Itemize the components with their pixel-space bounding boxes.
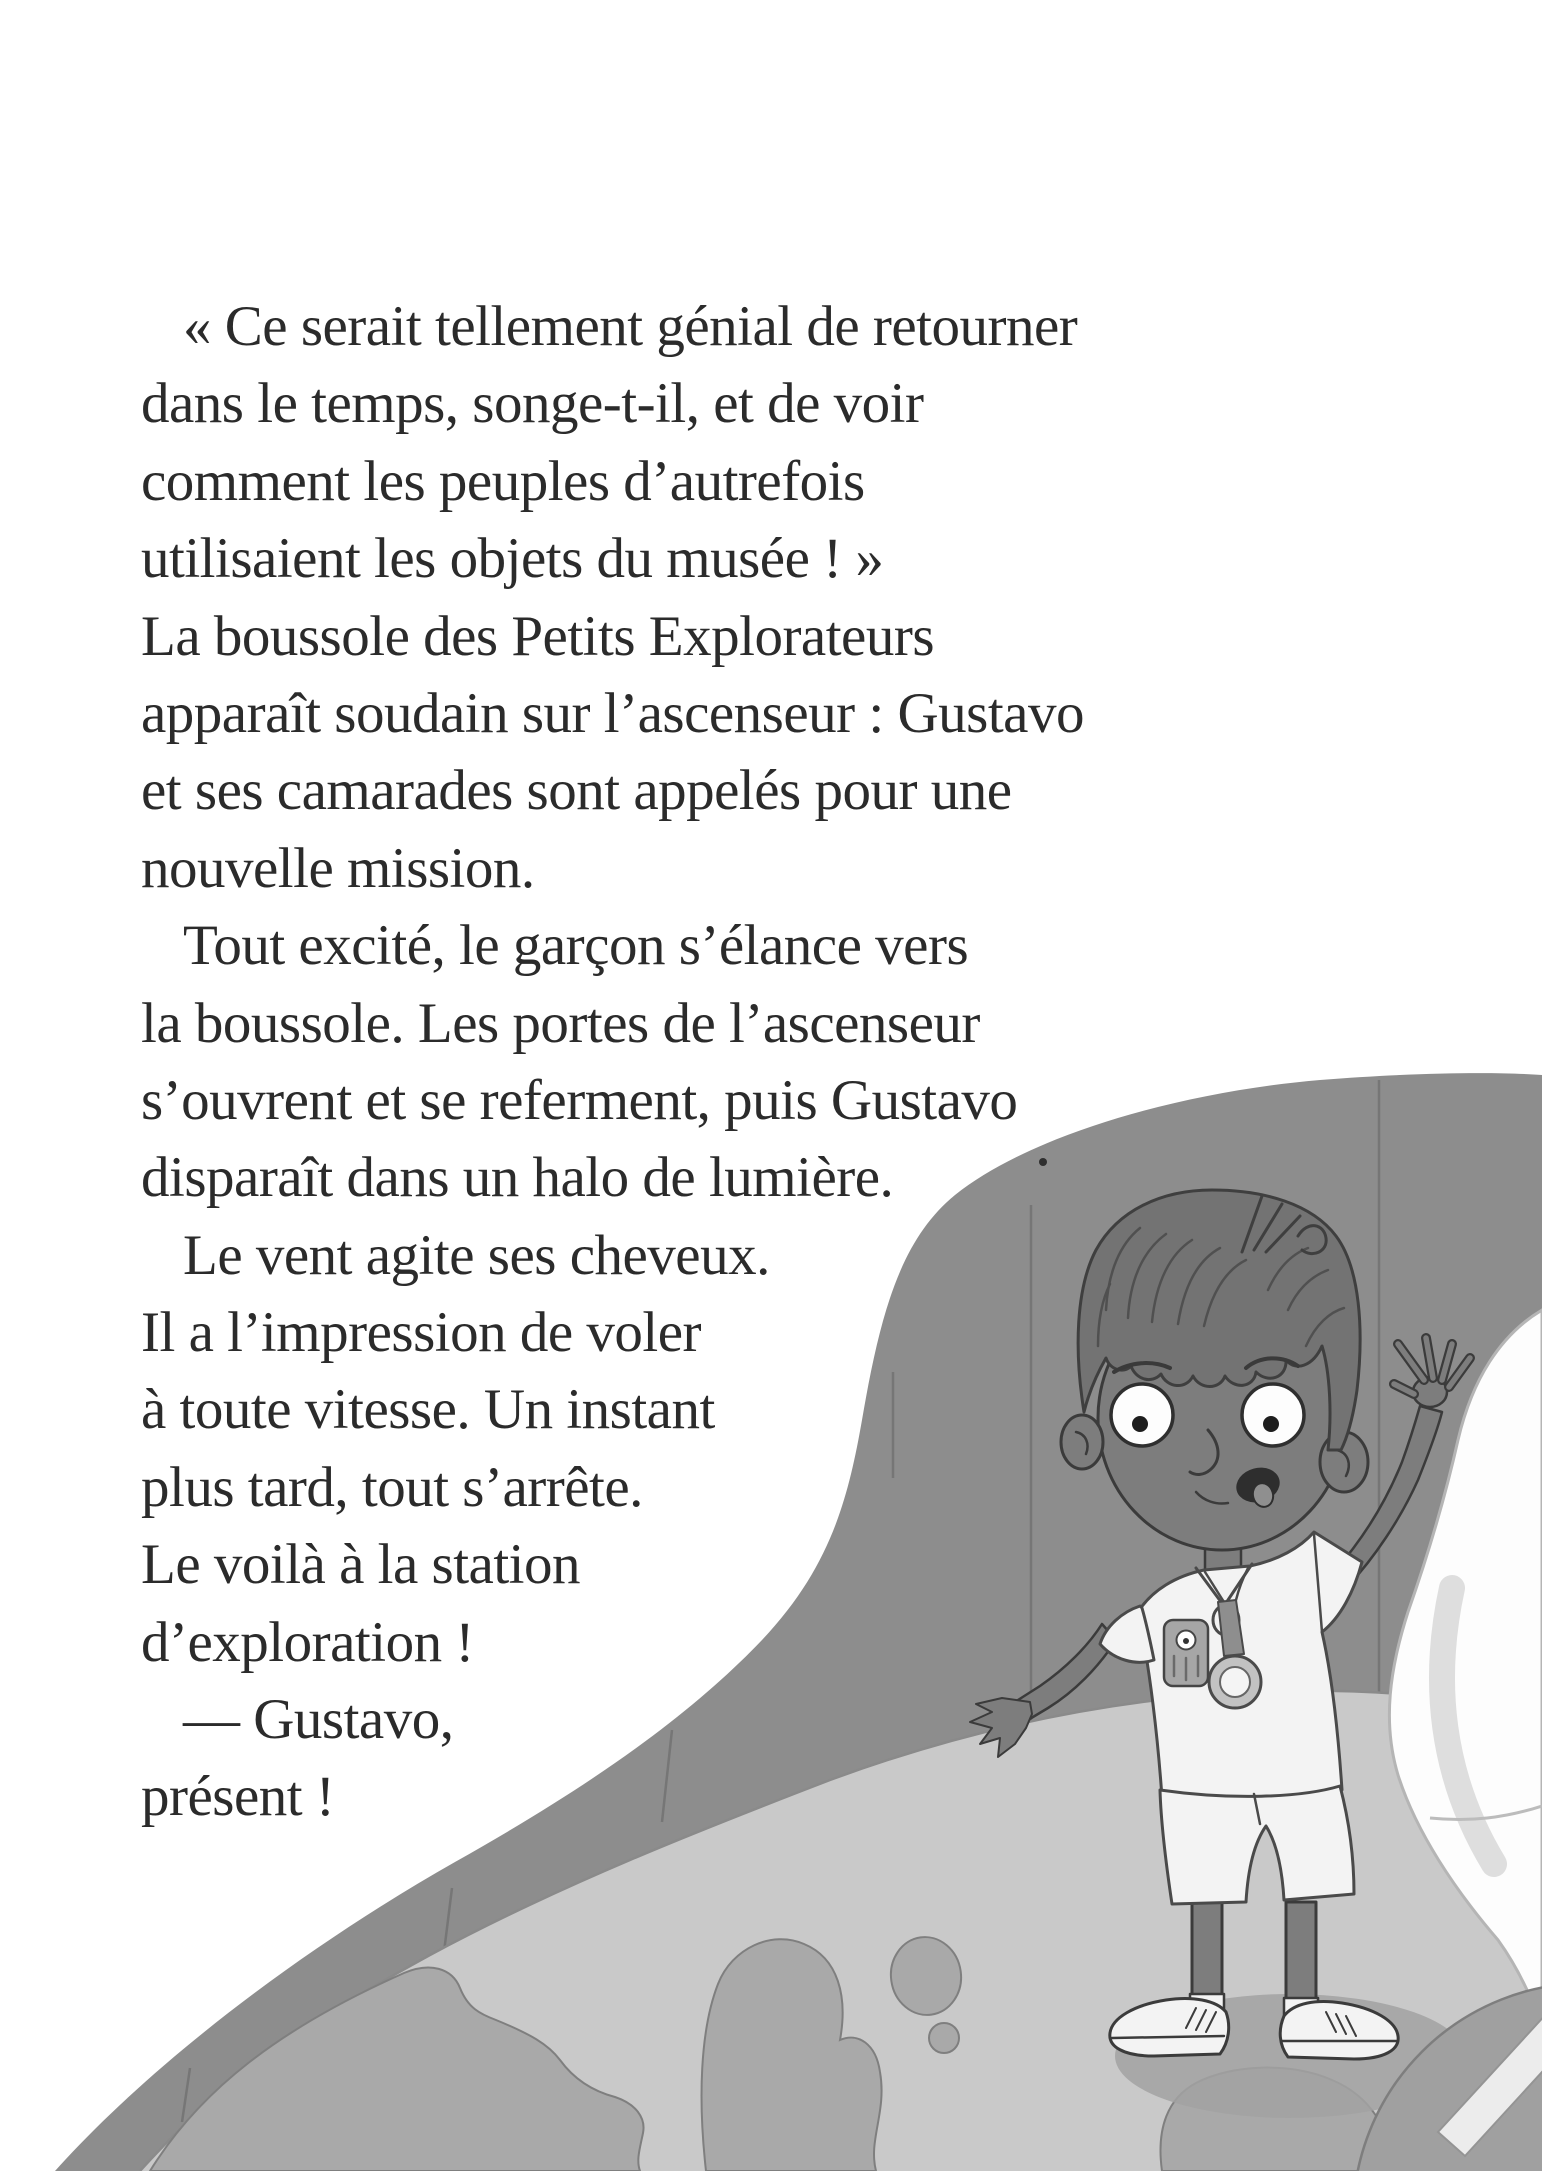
story-line: — Gustavo, [183, 1688, 454, 1752]
story-line: à toute vitesse. Un instant [141, 1378, 715, 1442]
story-line: Il a l’impression de voler [141, 1301, 702, 1365]
story-line: et ses camarades sont appelés pour une [141, 759, 1012, 823]
story-line: la boussole. Les portes de l’ascenseur [141, 991, 980, 1055]
story-line: nouvelle mission. [141, 836, 535, 900]
medal-center [1220, 1667, 1250, 1697]
story-line: disparaît dans un halo de lumière. [141, 1146, 894, 1210]
story-line: dans le temps, songe-t-il, et de voir [141, 372, 924, 436]
story-line: Le vent agite ses cheveux. [183, 1223, 770, 1287]
right-pupil [1263, 1416, 1279, 1432]
story-line: Le voilà à la station [141, 1533, 581, 1597]
badge-eye-pupil [1183, 1638, 1189, 1644]
story-line: présent ! [141, 1765, 335, 1829]
story-line: La boussole des Petits Explorateurs [141, 604, 935, 668]
continent-dot [929, 2023, 959, 2053]
story-line: apparaît soudain sur l’ascenseur : Gustavo [141, 681, 1084, 745]
right-eye-white [1242, 1384, 1304, 1446]
story-text [141, 288, 1141, 1836]
story-line: « Ce serait tellement génial de retourner [183, 295, 1078, 358]
story-line: d’exploration ! [141, 1610, 474, 1674]
story-line: comment les peuples d’autrefois [141, 449, 865, 513]
story-line: s’ouvrent et se referment, puis Gustavo [141, 1068, 1018, 1132]
story-line: plus tard, tout s’arrête. [141, 1455, 643, 1519]
story-line: Tout excité, le garçon s’élance vers [183, 914, 969, 978]
story-line: utilisaient les objets du musée ! » [141, 527, 884, 591]
